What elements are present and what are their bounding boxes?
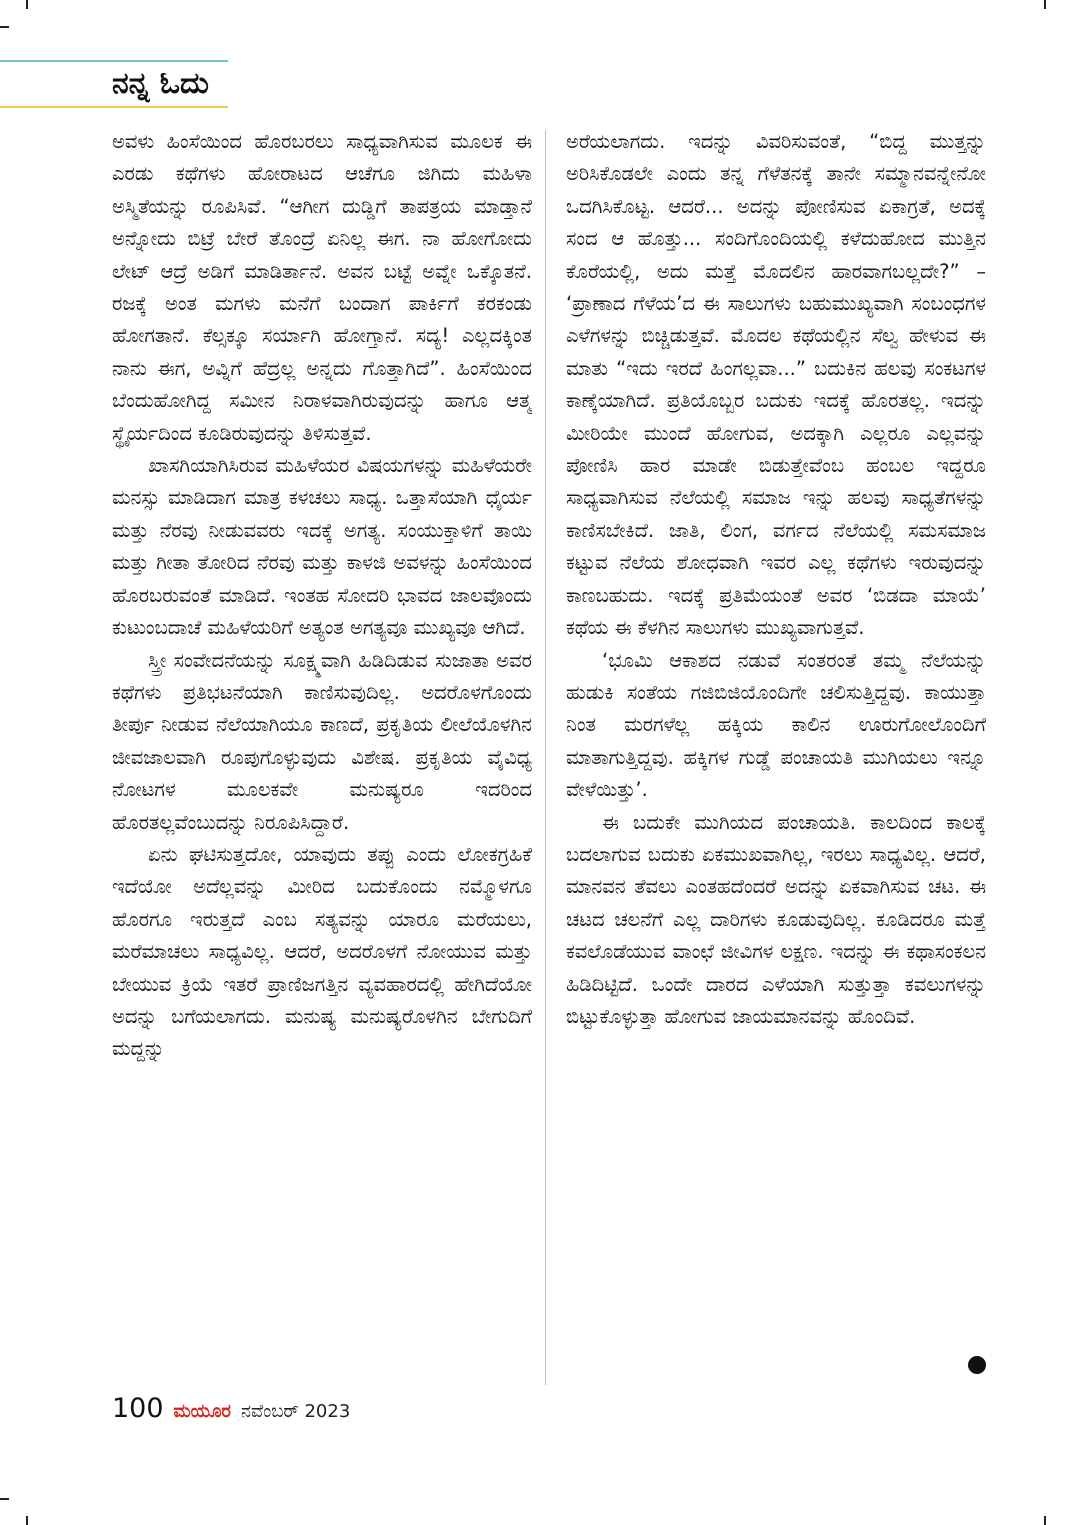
page-footer [112,1393,350,1427]
crop-mark [1044,0,1046,9]
issue-date: ನವೆಂಬರ್ 2023 [240,1401,351,1422]
article-column-right [566,126,986,1386]
column-divider [545,130,546,1385]
header-rule-bottom [0,106,228,108]
paragraph: ‘ಭೂಮಿ ಆಕಾಶದ ನಡುವೆ ಸಂತರಂತೆ ತಮ್ಮ ನೆಲೆಯನ್ನು ಹುಡುಕಿ ಸಂತೆಯ ಗಜಿಬಿಜಿಯೊಂದಿಗೇ ಚಲಿಸುತ್ತಿದ್ದವು. ಕಾಯುತ್ತಾ ನಿಂತ ಮರಗಳೆಲ್ಲ ಹಕ್ಕಿಯ ಕಾಲಿನ ಊರುಗೋಲೊಂದಿಗೆ ಮಾತಾಗುತ್ತಿದ್ದವು. ಹಕ್ಕಿಗಳ ಗುಡ್ಡೆ ಪಂಚಾಯತಿ ಮುಗಿಯಲು ಇನ್ನೂ ವೇಳೆಯಿತ್ತು’. [566,648,986,802]
header-rule-top [0,60,228,62]
paragraph: ಏನು ಘಟಿಸುತ್ತದೋ, ಯಾವುದು ತಪ್ಪು ಎಂದು ಲೋಕಗ್ರಹಿಕೆ ಇದೆಯೋ ಅದೆಲ್ಲವನ್ನು ಮೀರಿದ ಬದುಕೊಂದು ನಮ್ಮೊಳಗೂ ಹೊರಗೂ ಇರುತ್ತದೆ ಎಂಬ ಸತ್ಯವನ್ನು ಯಾರೂ ಮರೆಯಲು, ಮರೆಮಾಚಲು ಸಾಧ್ಯವಿಲ್ಲ. ಆದರೆ, ಅದರೊಳಗೆ ನೋಯುವ ಮತ್ತು ಬೇಯುವ ಕ್ರಿಯೆ ಇತರೆ ಪ್ರಾಣಿಜಗತ್ತಿನ ವ್ಯವಹಾರದಲ್ಲಿ ಹೇಗಿದೆಯೋ ಅದನ್ನು ಬಗೆಯಲಾಗದು. ಮನುಷ್ಯ ಮನುಷ್ಯರೊಳಗಿನ ಬೇಗುದಿಗೆ ಮದ್ದನ್ನು [112,842,532,1061]
article-column-left [112,126,532,1386]
page-number: 100 [112,1393,164,1424]
paragraph: ಖಾಸಗಿಯಾಗಿಸಿರುವ ಮಹಿಳೆಯರ ವಿಷಯಗಳನ್ನು ಮಹಿಳೆಯರೇ ಮನಸ್ಸು ಮಾಡಿದಾಗ ಮಾತ್ರ ಕಳಚಲು ಸಾಧ್ಯ. ಒತ್ತಾಸೆಯಾಗಿ ಧೈರ್ಯ ಮತ್ತು ನೆರವು ನೀಡುವವರು ಇದಕ್ಕೆ ಅಗತ್ಯ. ಸಂಯುಕ್ತಾಳಿಗೆ ತಾಯಿ ಮತ್ತು ಗೀತಾ ತೋರಿದ ನೆರವು ಮತ್ತು ಕಾಳಜಿ ಅವಳನ್ನು ಹಿಂಸೆಯಿಂದ ಹೊರಬರುವಂತೆ ಮಾಡಿದೆ. ಇಂತಹ ಸೋದರಿ ಭಾವದ ಜಾಲವೊಂದು ಕುಟುಂಬದಾಚೆ ಮಹಿಳೆಯರಿಗೆ ಅತ್ಯಂತ ಅಗತ್ಯವೂ ಮುಖ್ಯವೂ ಆಗಿದೆ. [112,454,532,640]
paragraph: ಸ್ತ್ರೀ ಸಂವೇದನೆಯನ್ನು ಸೂಕ್ಷ್ಮವಾಗಿ ಹಿಡಿದಿಡುವ ಸುಜಾತಾ ಅವರ ಕಥೆಗಳು ಪ್ರತಿಭಟನೆಯಾಗಿ ಕಾಣಿಸುವುದಿಲ್ಲ. ಅದರೊಳಗೊಂದು ತೀರ್ಪು ನೀಡುವ ನೆಲೆಯಾಗಿಯೂ ಕಾಣದೆ, ಪ್ರಕೃತಿಯ ಲೀಲೆಯೊಳಗಿನ ಜೀವಜಾಲವಾಗಿ ರೂಪುಗೊಳ್ಳುವುದು ವಿಶೇಷ. ಪ್ರಕೃತಿಯ ವೈವಿಧ್ಯ ನೋಟಗಳ ಮೂಲಕವೇ ಮನುಷ್ಯರೂ ಇದರಿಂದ ಹೊರತಲ್ಲವೆಂಬುದನ್ನು ನಿರೂಪಿಸಿದ್ದಾರೆ. [112,648,532,834]
magazine-logo: ಮಯೂರ [173,1401,231,1422]
crop-mark [0,26,9,28]
crop-mark [0,1498,9,1500]
paragraph: ಅರೆಯಲಾಗದು. ಇದನ್ನು ವಿವರಿಸುವಂತೆ, “ಬಿದ್ದ ಮುತ್ತನ್ನು ಅರಿಸಿಕೊಡಲೇ ಎಂದು ತನ್ನ ಗೆಳೆತನಕ್ಕೆ ತಾನೇ ಸಮ್ಮಾನವನ್ನೇನೋ ಒದಗಿಸಿಕೊಟ್ಟ. ಆದರೆ... ಅದನ್ನು ಪೋಣಿಸುವ ಏಕಾಗ್ರತೆ, ಅದಕ್ಕೆ ಸಂದ ಆ ಹೊತ್ತು... ಸಂದಿಗೊಂದಿಯಲ್ಲಿ ಕಳೆದುಹೋದ ಮುತ್ತಿನ ಕೊರೆಯಲ್ಲಿ, ಅದು ಮತ್ತೆ ಮೊದಲಿನ ಹಾರವಾಗಬಲ್ಲದೇ?” – ‘ಪ್ರಾಣಾದ ಗೆಳೆಯ’ದ ಈ ಸಾಲುಗಳು ಬಹುಮುಖ್ಯವಾಗಿ ಸಂಬಂಧಗಳ ಎಳೆಗಳನ್ನು ಬಿಚ್ಚಿಡುತ್ತವೆ. ಮೊದಲ ಕಥೆಯಲ್ಲಿನ ಸೆಲ್ವ ಹೇಳುವ ಈ ಮಾತು “ಇದು ಇರದೆ ಹಿಂಗಲ್ಲವಾ...” ಬದುಕಿನ ಹಲವು ಸಂಕಟಗಳ ಕಾಣ್ಕೆಯಾಗಿದೆ. ಪ್ರತಿಯೊಬ್ಬರ ಬದುಕು ಇದಕ್ಕೆ ಹೊರತಲ್ಲ. ಇದನ್ನು ಮೀರಿಯೇ ಮುಂದೆ ಹೋಗುವ, ಅದಕ್ಕಾಗಿ ಎಲ್ಲರೂ ಎಲ್ಲವನ್ನು ಪೋಣಿಸಿ ಹಾರ ಮಾಡೇ ಬಿಡುತ್ತೇವೆಂಬ ಹಂಬಲ ಇದ್ದರೂ ಸಾಧ್ಯವಾಗಿಸುವ ನೆಲೆಯಲ್ಲಿ ಸಮಾಜ ಇನ್ನು ಹಲವು ಸಾಧ್ಯತೆಗಳನ್ನು ಕಾಣಿಸಬೇಕಿದೆ. ಜಾತಿ, ಲಿಂಗ, ವರ್ಗದ ನೆಲೆಯಲ್ಲಿ ಸಮಸಮಾಜ ಕಟ್ಟುವ ನೆಲೆಯ ಶೋಧವಾಗಿ ಇವರ ಎಲ್ಲ ಕಥೆಗಳು ಇರುವುದನ್ನು ಕಾಣಬಹುದು. ಇದಕ್ಕೆ ಪ್ರತಿಮೆಯಂತೆ ಅವರ ‘ಬಿಡದಾ ಮಾಯೆ’ ಕಥೆಯ ಈ ಕೆಳಗಿನ ಸಾಲುಗಳು ಮುಖ್ಯವಾಗುತ್ತವೆ. [566,130,986,640]
end-of-article-bullet-icon [968,1356,986,1374]
paragraph: ಈ ಬದುಕೇ ಮುಗಿಯದ ಪಂಚಾಯತಿ. ಕಾಲದಿಂದ ಕಾಲಕ್ಕೆ ಬದಲಾಗುವ ಬದುಕು ಏಕಮುಖವಾಗಿಲ್ಲ, ಇರಲು ಸಾಧ್ಯವಿಲ್ಲ. ಆದರೆ, ಮಾನವನ ತೆವಲು ಎಂತಹದೆಂದರೆ ಅದನ್ನು ಏಕವಾಗಿಸುವ ಚಟ. ಈ ಚಟದ ಚಲನೆಗೆ ಎಲ್ಲ ದಾರಿಗಳು ಕೂಡುವುದಿಲ್ಲ. ಕೂಡಿದರೂ ಮತ್ತೆ ಕವಲೊಡೆಯುವ ವಾಂಛೆ ಜೀವಿಗಳ ಲಕ್ಷಣ. ಇದನ್ನು ಈ ಕಥಾಸಂಕಲನ ಹಿಡಿದಿಟ್ಟಿದೆ. ಒಂದೇ ದಾರದ ಎಳೆಯಾಗಿ ಸುತ್ತುತ್ತಾ ಕವಲುಗಳನ್ನು ಬಿಟ್ಟುಕೊಳ್ಳುತ್ತಾ ಹೋಗುವ ಜಾಯಮಾನವನ್ನು ಹೊಂದಿವೆ. [566,810,986,1028]
crop-mark [26,1516,28,1525]
section-title: ನನ್ನ ಓದು [112,66,209,101]
crop-mark [26,0,28,9]
paragraph: ಅವಳು ಹಿಂಸೆಯಿಂದ ಹೊರಬರಲು ಸಾಧ್ಯವಾಗಿಸುವ ಮೂಲಕ ಈ ಎರಡು ಕಥೆಗಳು ಹೋರಾಟದ ಆಚೆಗೂ ಜಿಗಿದು ಮಹಿಳಾ ಅಸ್ಮಿತೆಯನ್ನು ರೂಪಿಸಿವೆ. “ಆಗೀಗ ದುಡ್ಡಿಗೆ ತಾಪತ್ರಯ ಮಾಡ್ತಾನೆ ಅನ್ನೋದು ಬಿಟ್ರೆ ಬೇರೆ ತೊಂದ್ರೆ ಏನಿಲ್ಲ ಈಗ. ನಾ ಹೋಗೋದು ಲೇಟ್ ಆದ್ರೆ ಅಡಿಗೆ ಮಾಡಿರ್ತಾನೆ. ಅವನ ಬಟ್ಟೆ ಅವ್ನೇ ಒಕ್ಕೊತನೆ. ರಜಕ್ಕೆ ಅಂತ ಮಗಳು ಮನೆಗೆ ಬಂದಾಗ ಪಾರ್ಕಿಗೆ ಕರಕಂಡು ಹೋಗತಾನೆ. ಕೆಲ್ಸಕ್ಕೂ ಸರ್ಯಾಗಿ ಹೋಗ್ತಾನೆ. ಸದ್ಯ! ಎಲ್ಲದಕ್ಕಿಂತ ನಾನು ಈಗ, ಅವ್ನಿಗೆ ಹೆದ್ರಲ್ಲ ಅನ್ನದು ಗೊತ್ತಾಗಿದೆ”. ಹಿಂಸೆಯಿಂದ ಬೆಂದುಹೋಗಿದ್ದ ಸಮೀನ ನಿರಾಳವಾಗಿರುವುದನ್ನು ಹಾಗೂ ಆತ್ಮ ಸ್ಥೈರ್ಯದಿಂದ ಕೂಡಿರುವುದನ್ನು ತಿಳಿಸುತ್ತವೆ. [112,130,532,445]
crop-mark [1044,1516,1046,1525]
